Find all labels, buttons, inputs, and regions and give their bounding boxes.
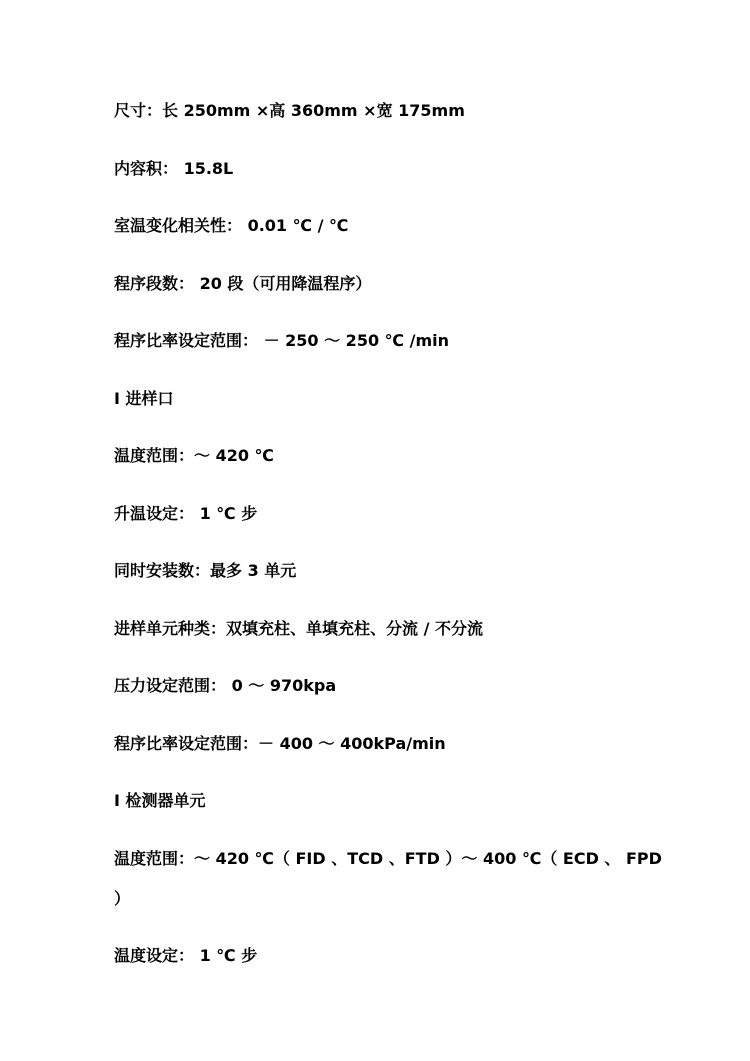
spec-program-rate-range: 程序比率设定范围： － 250 ～ 250 ℃ /min (114, 331, 449, 350)
section-heading-detector-unit: I 检测器单元 (114, 791, 206, 810)
spec-pressure-program-rate: 程序比率设定范围：－ 400 ～ 400kPa/min (114, 734, 446, 753)
spec-injection-temp-range: 温度范围：～ 420 ℃ (114, 446, 274, 465)
spec-program-segments: 程序段数： 20 段（可用降温程序） (114, 274, 372, 293)
spec-dimensions: 尺寸：长 250mm ×高 360mm ×宽 175mm (114, 101, 465, 120)
spec-injection-unit-types: 进样单元种类：双填充柱、单填充柱、分流 / 不分流 (114, 619, 483, 638)
spec-detector-temp-range: 温度范围：～ 420 ℃（ FID 、TCD 、FTD ）～ 400 ℃（ ECD 、 FPD ） (114, 849, 662, 908)
spec-heating-setting: 升温设定： 1 ℃ 步 (114, 504, 258, 523)
spec-simultaneous-installation: 同时安装数：最多 3 单元 (114, 561, 297, 580)
spec-room-temp-correlation: 室温变化相关性： 0.01 ℃ / ℃ (114, 216, 349, 235)
spec-pressure-range: 压力设定范围： 0 ～ 970kpa (114, 676, 337, 695)
spec-volume: 内容积： 15.8L (114, 159, 234, 178)
section-heading-injection-port: I 进样口 (114, 389, 174, 408)
spec-detector-temp-setting: 温度设定： 1 ℃ 步 (114, 946, 258, 965)
